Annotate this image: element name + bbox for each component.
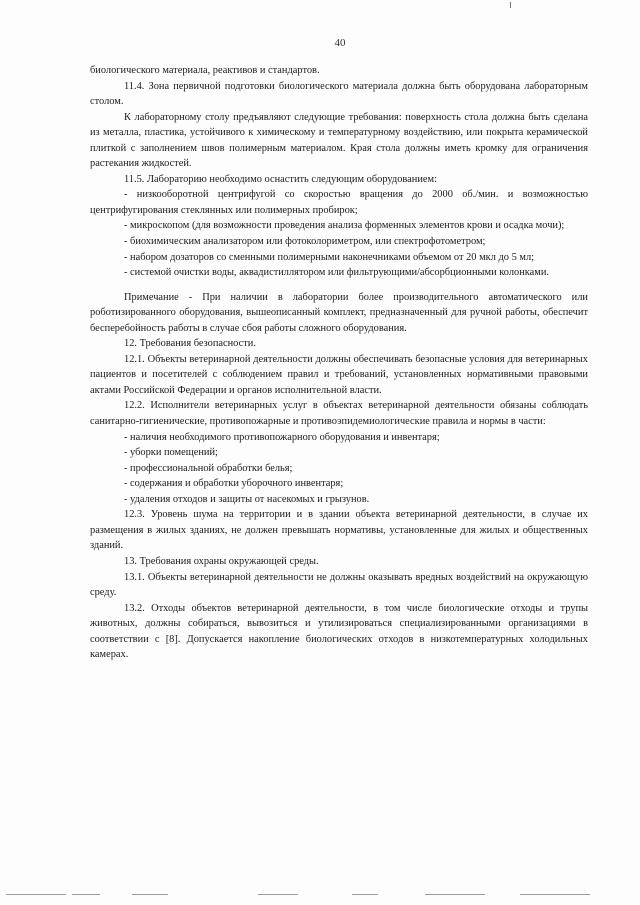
paragraph-12-3: 12.3. Уровень шума на территории и в здании объекта ветеринарной деятельности, в случае их размещения в жилых зданиях, не должен превышать нормативы, установленные для жилых и общественных зданий. (90, 509, 588, 552)
paragraph-12-1: 12.1. Объекты ветеринарной деятельности должны обеспечивать безопасные условия для ветеринарных пациентов и посетителей с соблюдением правил и требований, установленных нормативными правовыми актами Российской Федерации и органов исполнительной власти. (90, 353, 588, 396)
scan-artifacts (0, 890, 640, 900)
scan-artifact (425, 894, 485, 895)
paragraph-11-4: 11.4. Зона первичной подготовки биологического материала должна быть оборудована лабораторным столом. (90, 80, 588, 108)
section-heading-13: 13. Требования охраны окружающей среды. (124, 555, 319, 567)
paragraph-13-2: 13.2. Отходы объектов ветеринарной деятельности, в том числе биологические отходы и трупы животных, должны собираться, вывозиться и утилизироваться специализированными организациями в соответствии с [8]. Допускается накопление биологических отходов в низкотемпературных холодильных камерах. (90, 602, 588, 661)
paragraph-11-5: 11.5. Лабораторию необходимо оснастить следующим оборудованием: (124, 173, 437, 185)
scan-artifact (258, 894, 298, 895)
paragraph-table-requirements: К лабораторному столу предъявляют следующие требования: поверхность стола должна быть сделана из металла, пластика, устойчивого к химическому и температурному воздействию, или покрыта керамической плиткой с заполнением швов полимерным материалом. Края стола должны иметь кромку для ограничения растекания жидкостей. (90, 111, 588, 170)
scan-artifact (352, 894, 378, 895)
list-item-linen: - профессиональной обработки белья; (124, 462, 293, 474)
paragraph-note: Примечание - При наличии в лаборатории более производительного автоматического или роботизированного оборудования, вышеописанный комплект, предназначенный для ручной работы, обеспечит бесперебойность работы в случае сбоя работы сложного оборудования. (90, 291, 588, 334)
list-item-analyzer: - биохимическим анализатором или фотоколориметром, или спектрофотометром; (124, 236, 486, 248)
scan-artifact (6, 894, 66, 895)
scan-artifact (72, 894, 100, 895)
list-item-microscope: - микроскопом (для возможности проведения анализа форменных элементов крови и осадка мочи); (124, 220, 565, 232)
list-item-waste-pests: - удаления отходов и защиты от насекомых и грызунов. (124, 493, 370, 505)
list-item-centrifuge: - низкооборотной центрифугой со скоростью вращения до 2000 об./мин. и возможностью центрифугирования стеклянных или полимерных пробирок; (90, 189, 588, 216)
scan-artifact (132, 894, 168, 895)
page-number: 40 (334, 37, 346, 49)
list-item-dispensers: - набором дозаторов со сменными полимерными наконечниками объемом от 20 мкл до 5 мл; (124, 251, 535, 263)
paragraph-continuation: биологического материала, реактивов и стандартов. (90, 65, 320, 76)
section-heading-12: 12. Требования безопасности. (124, 338, 256, 350)
document-body (90, 63, 588, 663)
paragraph-13-1: 13.1. Объекты ветеринарной деятельности не должны оказывать вредных воздействий на окружающую среду. (90, 571, 588, 599)
list-item-fire-equipment: - наличия необходимого противопожарного оборудования и инвентаря; (124, 431, 440, 443)
list-item-cleaning: - уборки помещений; (124, 447, 218, 459)
paragraph-12-2: 12.2. Исполнители ветеринарных услуг в объектах ветеринарной деятельности обязаны соблюдать санитарно-гигиенические, противопожарные и противоэпидемиологические правила и нормы в части: (90, 400, 588, 428)
list-item-water-purification: - системой очистки воды, аквадистиллятором или фильтрующими/абсорбционными колонками. (124, 267, 549, 279)
list-item-inventory: - содержания и обработки уборочного инвентаря; (124, 478, 344, 490)
scan-artifact (520, 894, 590, 895)
scan-mark (510, 2, 511, 8)
